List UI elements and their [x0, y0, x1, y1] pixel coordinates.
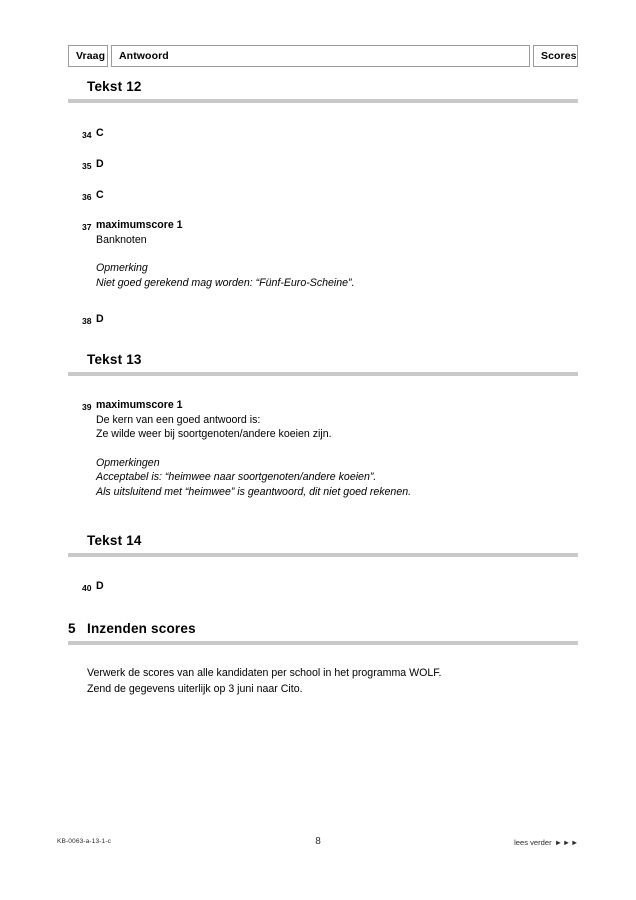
maximumscore-label: maximumscore 1: [96, 399, 183, 411]
answer-row-38: [68, 312, 578, 328]
answer-letter: D: [96, 580, 104, 592]
answer-row-37: [68, 218, 578, 290]
section-title-tekst-13: Tekst 13: [87, 352, 142, 367]
answer-letter: D: [96, 313, 104, 325]
question-number: 36: [82, 191, 92, 202]
column-header-scores-label: Scores: [541, 50, 577, 62]
question-number: 40: [82, 582, 92, 593]
section-title-tekst-14: Tekst 14: [87, 533, 142, 548]
answer-text-line-1: De kern van een goed antwoord is:: [96, 413, 261, 426]
question-number: 37: [82, 221, 92, 232]
section-tekst-13: [68, 352, 578, 376]
opmerkingen-block: [96, 456, 578, 500]
section-title-inzenden-scores: [68, 621, 578, 636]
answer-text-line-2: Ze wilde weer bij soortgenoten/andere koeien zijn.: [96, 428, 332, 441]
answer-table-header: [68, 45, 578, 67]
opmerking-title: Opmerking: [96, 262, 148, 275]
section-divider: [68, 641, 578, 645]
inzenden-line-2: Zend de gegevens uiterlijk op 3 juni naar Cito.: [87, 682, 303, 695]
triangle-right-icon: ►►►: [554, 838, 579, 847]
section-tekst-14: [68, 533, 578, 557]
answer-row-36: [68, 188, 578, 204]
section-divider: [68, 99, 578, 103]
opmerkingen-title: Opmerkingen: [96, 456, 160, 469]
question-number: 38: [82, 315, 92, 326]
answer-letter: C: [96, 127, 104, 139]
section-number: 5: [68, 621, 76, 636]
exam-code: KB-0063-a-13-1-c: [57, 838, 112, 845]
answer-row-40: [68, 579, 578, 595]
answer-letter: C: [96, 189, 104, 201]
section-inzenden-scores: [68, 621, 578, 645]
maximumscore-label: maximumscore 1: [96, 219, 183, 231]
section-title-label: Inzenden scores: [87, 621, 196, 636]
opmerking-block: [96, 261, 578, 290]
column-header-vraag-label: Vraag: [76, 50, 106, 62]
section-title-tekst-12: Tekst 12: [87, 79, 142, 94]
column-header-antwoord-label: Antwoord: [119, 50, 169, 62]
opmerkingen-line-1: Acceptabel is: “heimwee naar soortgenoten/andere koeien”.: [96, 471, 377, 484]
answer-row-35: [68, 157, 578, 173]
section-tekst-12: [68, 79, 578, 103]
inzenden-scores-body: [87, 666, 567, 697]
question-number: 39: [82, 401, 92, 412]
lees-verder-label: lees verder: [514, 838, 552, 847]
column-header-antwoord: [111, 45, 530, 67]
column-header-scores: [533, 45, 578, 67]
section-divider: [68, 372, 578, 376]
question-number: 34: [82, 129, 92, 140]
inzenden-line-1: Verwerk de scores van alle kandidaten per school in het programma WOLF.: [87, 667, 442, 679]
page-number: 8: [315, 836, 321, 847]
opmerkingen-line-2: Als uitsluitend met “heimwee” is geantwoord, dit niet goed rekenen.: [96, 485, 412, 498]
section-divider: [68, 553, 578, 557]
answer-text: Banknoten: [96, 233, 147, 246]
answer-row-34: [68, 126, 578, 142]
answer-letter: D: [96, 158, 104, 170]
column-header-vraag: [68, 45, 108, 67]
answer-row-39: [68, 398, 578, 499]
page-footer: [0, 836, 636, 852]
question-number: 35: [82, 160, 92, 171]
lees-verder: [514, 838, 579, 847]
opmerking-line: Niet goed gerekend mag worden: “Fünf-Euro-Scheine”.: [96, 276, 355, 289]
